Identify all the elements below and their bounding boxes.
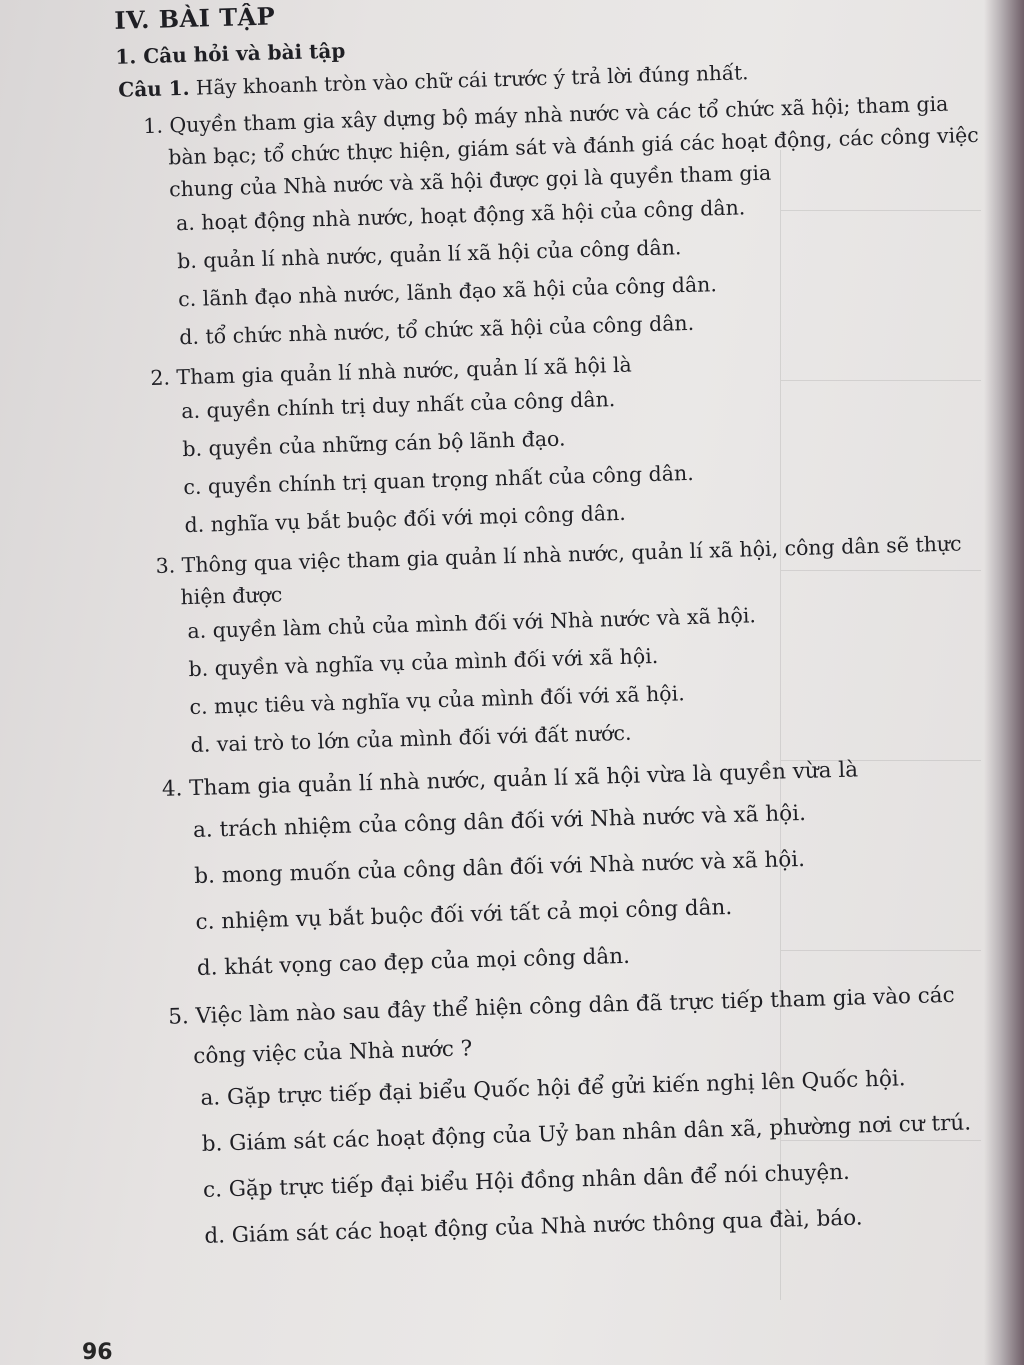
question-4-option-c: c. nhiệm vụ bắt buộc đối với tất cả mọi công dân. [195,894,733,935]
question-1-option-a: a. hoạt động nhà nước, hoạt động xã hội của công dân. [175,195,746,236]
question-3-option-a: a. quyền làm chủ của mình đối với Nhà nước và xã hội. [187,603,757,644]
question-1-option-d: d. tổ chức nhà nước, tổ chức xã hội của công dân. [178,310,695,350]
question-4-option-d: d. khát vọng cao đẹp của mọi công dân. [196,943,631,981]
question-3: 3. Thông qua việc tham gia quản lí nhà nước, quản lí xã hội, công dân sẽ thực hiện được [155,531,962,610]
section-title: IV. BÀI TẬP [113,1,276,35]
question-2-option-b: b. quyền của những cán bộ lãnh đạo. [182,426,566,462]
question-label: Câu 1. [118,75,190,102]
question-3-option-b: b. quyền và nghĩa vụ của mình đối với xã hội. [188,643,659,682]
question-5-option-d: d. Giám sát các hoạt động của Nhà nước thông qua đài, báo. [204,1205,863,1249]
subsection-title: 1. Câu hỏi và bài tập [115,38,346,69]
page-number: 96 [82,1340,113,1365]
question-1-option-b: b. quản lí nhà nước, quản lí xã hội của công dân. [176,235,682,274]
question-4-option-a: a. trách nhiệm của công dân đối với Nhà nước và xã hội. [192,800,807,843]
question-2-option-a: a. quyền chính trị duy nhất của công dân. [181,387,616,424]
page-edge-shadow [984,0,1024,1365]
question-5: 5. Việc làm nào sau đây thể hiện công dân đã trực tiếp tham gia vào các công việc của Nhà nước ? [167,982,955,1070]
question-5-option-b: b. Giám sát các hoạt động của Uỷ ban nhân dân xã, phường nơi cư trú. [201,1110,972,1157]
question-2-option-c: c. quyền chính trị quan trọng nhất của công dân. [183,460,694,500]
question-5-option-c: c. Gặp trực tiếp đại biểu Hội đồng nhân dân để nói chuyện. [202,1159,851,1203]
exercise-content [110,0,1015,1263]
question-1: 1. Quyền tham gia xây dựng bộ máy nhà nước và các tổ chức xã hội; tham gia bàn bạc; tổ chức thực hiện, giám sát và đánh giá các hoạt động, các công việc chung của Nhà nước và xã hội được gọi là quyền tham gia [143,91,980,202]
question-instruction: Hãy khoanh tròn vào chữ cái trước ý trả lời đúng nhất. [195,60,749,100]
question-4: 4. Tham gia quản lí nhà nước, quản lí xã hội vừa là quyền vừa là [161,757,859,802]
question-5-option-a: a. Gặp trực tiếp đại biểu Quốc hội để gửi kiến nghị lên Quốc hội. [200,1066,906,1111]
question-3-option-d: d. vai trò to lớn của mình đối với đất nước. [190,720,632,758]
question-3-option-c: c. mục tiêu và nghĩa vụ của mình đối với xã hội. [189,681,685,720]
question-2: 2. Tham gia quản lí nhà nước, quản lí xã hội là [150,352,633,391]
question-1-option-c: c. lãnh đạo nhà nước, lãnh đạo xã hội của công dân. [177,272,718,312]
question-2-option-d: d. nghĩa vụ bắt buộc đối với mọi công dân. [184,500,627,538]
question-4-option-b: b. mong muốn của công dân đối với Nhà nước và xã hội. [193,846,806,889]
